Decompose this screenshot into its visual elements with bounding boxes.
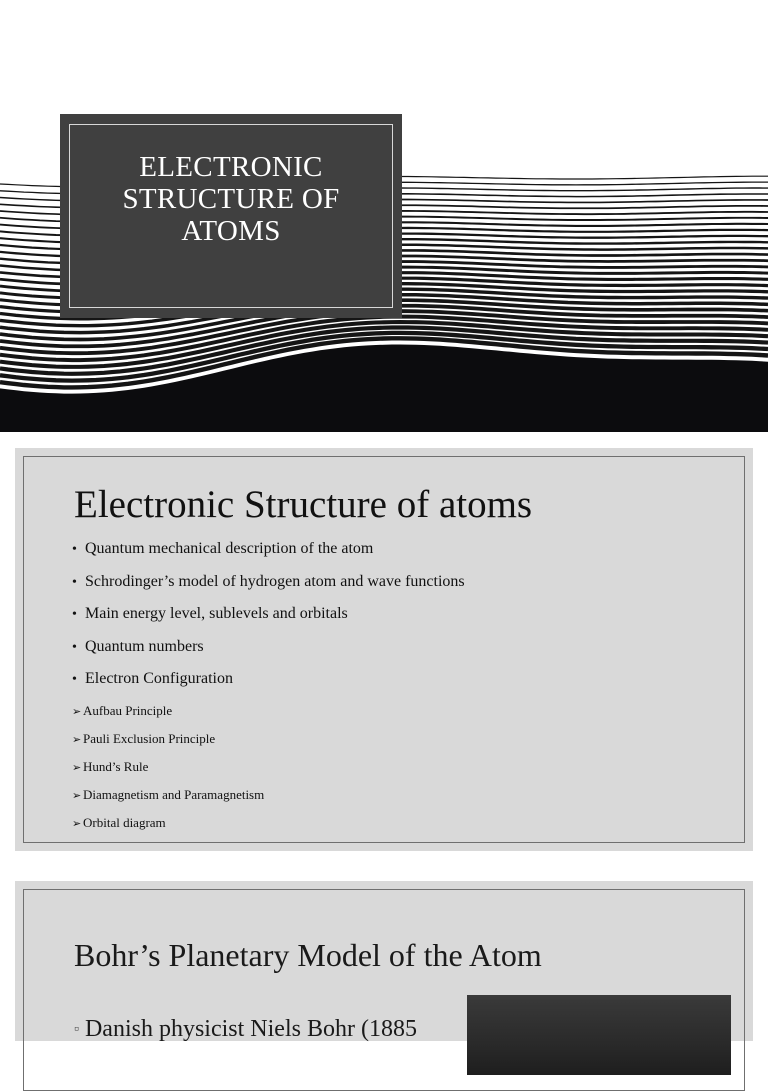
arrow-bullet-icon: ➢ xyxy=(72,818,82,831)
arrow-bullet-icon: ➢ xyxy=(72,705,82,718)
bullet-icon: • xyxy=(72,639,77,655)
list-item: • Quantum numbers xyxy=(72,637,465,670)
title-frame xyxy=(69,124,393,308)
outline-slide xyxy=(15,448,753,851)
bohr-photo xyxy=(467,995,731,1075)
bullet-icon: • xyxy=(72,542,77,557)
arrow-bullet-icon: ➢ xyxy=(72,761,82,774)
sub-list-item: ➢ Orbital diagram xyxy=(72,814,465,842)
title-slide xyxy=(0,0,768,432)
title-box xyxy=(60,114,402,318)
list-item: • Quantum mechanical description of the atom xyxy=(72,539,465,572)
list-item: • Electron Configuration xyxy=(72,669,465,702)
arrow-bullet-icon: ➢ xyxy=(72,790,82,803)
bullet-icon: • xyxy=(72,672,77,687)
outline-frame xyxy=(23,456,745,843)
list-item: • Schrodinger’s model of hydrogen atom and wave functions xyxy=(72,572,465,605)
sub-list-item: ➢ Pauli Exclusion Principle xyxy=(72,730,465,758)
bullet-icon: • xyxy=(72,607,77,622)
bohr-frame xyxy=(23,889,745,1091)
outline-list xyxy=(72,539,465,842)
sub-list-item: ➢ Aufbau Principle xyxy=(72,702,465,730)
outline-title: Electronic Structure of atoms xyxy=(74,483,533,526)
sub-list-item: ➢ Hund’s Rule xyxy=(72,758,465,786)
slide-title xyxy=(122,151,339,247)
title-line-3: ATOMS xyxy=(181,215,281,247)
bullet-icon: • xyxy=(72,574,77,590)
title-line-2: STRUCTURE OF xyxy=(122,183,340,215)
bohr-title: Bohr’s Planetary Model of the Atom xyxy=(74,937,542,973)
title-line-1: ELECTRONIC xyxy=(139,151,323,183)
square-bullet-icon: ▫ xyxy=(74,1022,79,1037)
bohr-first-bullet: ▫ Danish physicist Niels Bohr (1885 xyxy=(74,1016,417,1042)
sub-list-item: ➢ Diamagnetism and Paramagnetism xyxy=(72,786,465,814)
list-item: • Main energy level, sublevels and orbitals xyxy=(72,604,465,637)
bohr-slide xyxy=(15,881,753,1041)
arrow-bullet-icon: ➢ xyxy=(72,733,82,746)
